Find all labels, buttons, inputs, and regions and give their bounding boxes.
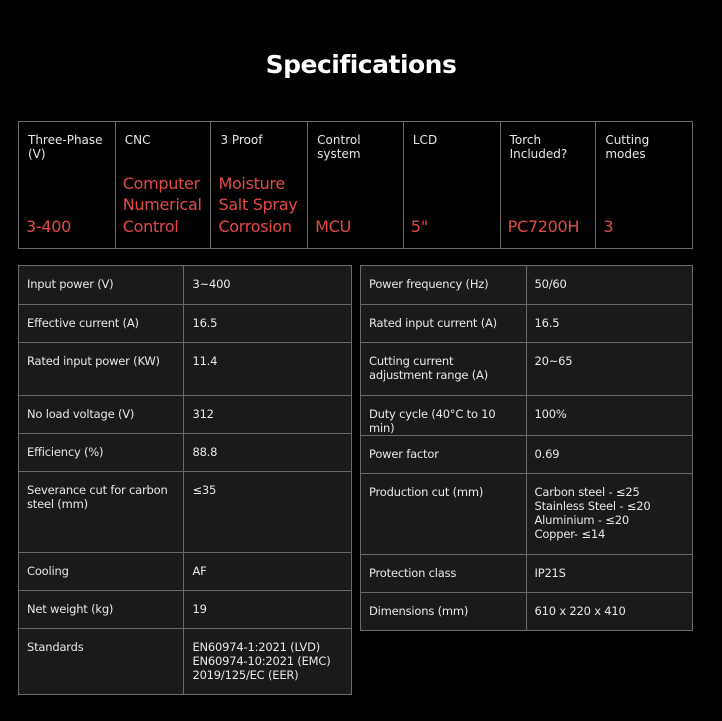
spec-value: 50/60 [526, 266, 692, 305]
spec-label: Cooling [19, 553, 184, 591]
spec-value: 16.5 [184, 305, 352, 343]
table-row [361, 396, 693, 436]
key-spec-label: LCD [412, 133, 438, 147]
key-spec-value: Computer Numerical Control [122, 173, 202, 236]
spec-label: Efficiency (%) [19, 434, 184, 472]
spec-label: Duty cycle (40°C to 10 min) [361, 396, 527, 436]
spec-value: IP21S [526, 555, 692, 593]
spec-value: 88.8 [184, 434, 352, 472]
spec-value: 610 x 220 x 410 [526, 593, 692, 631]
spec-label: Rated input current (A) [361, 305, 527, 343]
spec-value: 16.5 [526, 305, 692, 343]
spec-label: Production cut (mm) [361, 474, 527, 555]
table-row [361, 474, 693, 555]
spec-label: Net weight (kg) [19, 591, 184, 629]
key-spec-control-system [308, 122, 404, 248]
table-row [19, 472, 352, 553]
spec-label: Power frequency (Hz) [361, 266, 527, 305]
spec-label: Cutting current adjustment range (A) [361, 343, 527, 396]
spec-value: AF [184, 553, 352, 591]
key-spec-cnc [116, 122, 212, 248]
spec-value: 11.4 [184, 343, 352, 396]
table-row [19, 434, 352, 472]
key-spec-label: Control system [317, 133, 361, 161]
table-row [19, 629, 352, 695]
spec-value: 3~400 [184, 266, 352, 305]
spec-label: Dimensions (mm) [361, 593, 527, 631]
table-row [361, 593, 693, 631]
key-spec-lcd [404, 122, 501, 248]
table-row [19, 396, 352, 434]
spec-label: Severance cut for carbon steel (mm) [19, 472, 184, 553]
key-spec-label: Cutting modes [605, 133, 650, 161]
spec-value: EN60974-1:2021 (LVD) EN60974-10:2021 (EMC) 2019/125/EC (EER) [184, 629, 352, 695]
key-spec-value: 5" [410, 216, 428, 236]
spec-label: Standards [19, 629, 184, 695]
spec-value: 0.69 [526, 436, 692, 474]
table-row [361, 436, 693, 474]
key-spec-3-proof [211, 122, 308, 248]
key-spec-torch [501, 122, 597, 248]
key-spec-label: Torch Included? [509, 133, 568, 161]
spec-label: Effective current (A) [19, 305, 184, 343]
spec-table-right [360, 265, 693, 631]
table-row [361, 343, 693, 396]
key-spec-label: CNC [124, 133, 151, 147]
spec-label: No load voltage (V) [19, 396, 184, 434]
spec-table-left [18, 265, 352, 695]
spec-value: 19 [184, 591, 352, 629]
spec-value: ≤35 [184, 472, 352, 553]
spec-label: Input power (V) [19, 266, 184, 305]
table-row [19, 553, 352, 591]
key-spec-value: MCU [315, 216, 351, 236]
key-spec-label: 3 Proof [220, 133, 263, 147]
key-spec-label: Three-Phase (V) [28, 133, 103, 161]
key-spec-value: 3 [603, 216, 614, 236]
table-row [361, 305, 693, 343]
key-spec-cutting-modes [596, 122, 692, 248]
key-spec-value: Moisture Salt Spray Corrosion [218, 173, 298, 236]
key-spec-three-phase [19, 122, 116, 248]
page-title: Specifications [265, 50, 457, 79]
spec-value: Carbon steel - ≤25 Stainless Steel - ≤20 Aluminium - ≤20 Copper- ≤14 [526, 474, 692, 555]
table-row [19, 305, 352, 343]
key-spec-value: PC7200H [507, 216, 580, 236]
table-row [361, 266, 693, 305]
table-row [361, 555, 693, 593]
spec-value: 100% [526, 396, 692, 436]
key-specs-grid [18, 121, 693, 249]
table-row [19, 343, 352, 396]
key-spec-value: 3-400 [26, 216, 71, 236]
spec-label: Rated input power (KW) [19, 343, 184, 396]
table-row [19, 266, 352, 305]
spec-value: 312 [184, 396, 352, 434]
spec-value: 20~65 [526, 343, 692, 396]
spec-label: Power factor [361, 436, 527, 474]
spec-label: Protection class [361, 555, 527, 593]
table-row [19, 591, 352, 629]
